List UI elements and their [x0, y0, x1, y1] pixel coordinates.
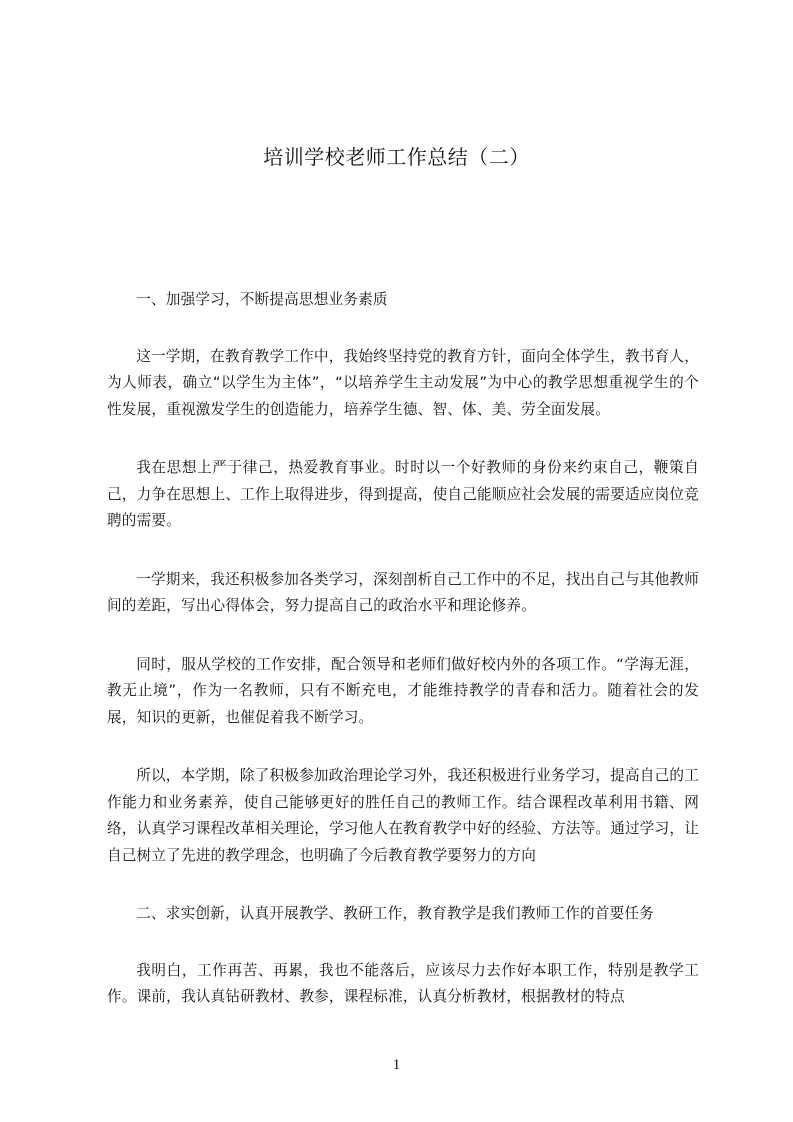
paragraph-2: 我在思想上严于律己，热爱教育事业。时时以一个好教师的身份来约束自己，鞭策自己，力争在思想上、工作上取得进步，得到提高，使自己能顺应社会发展的需要适应岗位竞聘的需要。	[107, 459, 699, 529]
document-title: 培训学校老师工作总结（二）	[263, 145, 530, 169]
paragraph-1: 这一学期，在教育教学工作中，我始终坚持党的教育方针，面向全体学生，教书育人，为人师表，确立“以学生为主体”，“以培养学生主动发展”为中心的教学思想重视学生的个性发展，重视激发学生的创造能力，培养学生德、智、体、美、劳全面发展。	[107, 347, 699, 418]
page-number: 1	[392, 1057, 401, 1073]
paragraph-3: 一学期来，我还积极参加各类学习，深刻剖析自己工作中的不足，找出自己与其他教师间的差距，写出心得体会，努力提高自己的政治水平和理论修养。	[107, 570, 699, 614]
paragraph-4: 同时，服从学校的工作安排，配合领导和老师们做好校内外的各项工作。“学海无涯，教无止境”，作为一名教师，只有不断充电，才能维持教学的青春和活力。随着社会的发展，知识的更新，也催促着我不断学习。	[107, 655, 699, 726]
section-heading-2: 二、求实创新，认真开展教学、教研工作，教育教学是我们教师工作的首要任务	[136, 905, 654, 922]
paragraph-6: 我明白，工作再苦、再累，我也不能落后，应该尽力去作好本职工作，特别是教学工作。课前，我认真钻研教材、教参，课程标准，认真分析教材，根据教材的特点	[107, 961, 699, 1005]
paragraph-5: 所以，本学期，除了积极参加政治理论学习外，我还积极进行业务学习，提高自己的工作能力和业务素养，使自己能够更好的胜任自己的教师工作。结合课程改革利用书籍、网络，认真学习课程改革相关理论，学习他人在教育教学中好的经验、方法等。通过学习，让自己树立了先进的教学理念，也明确了今后教育教学要努力的方向	[107, 767, 699, 864]
document-body	[107, 287, 699, 1043]
section-heading-1: 一、加强学习，不断提高思想业务素质	[136, 291, 388, 308]
